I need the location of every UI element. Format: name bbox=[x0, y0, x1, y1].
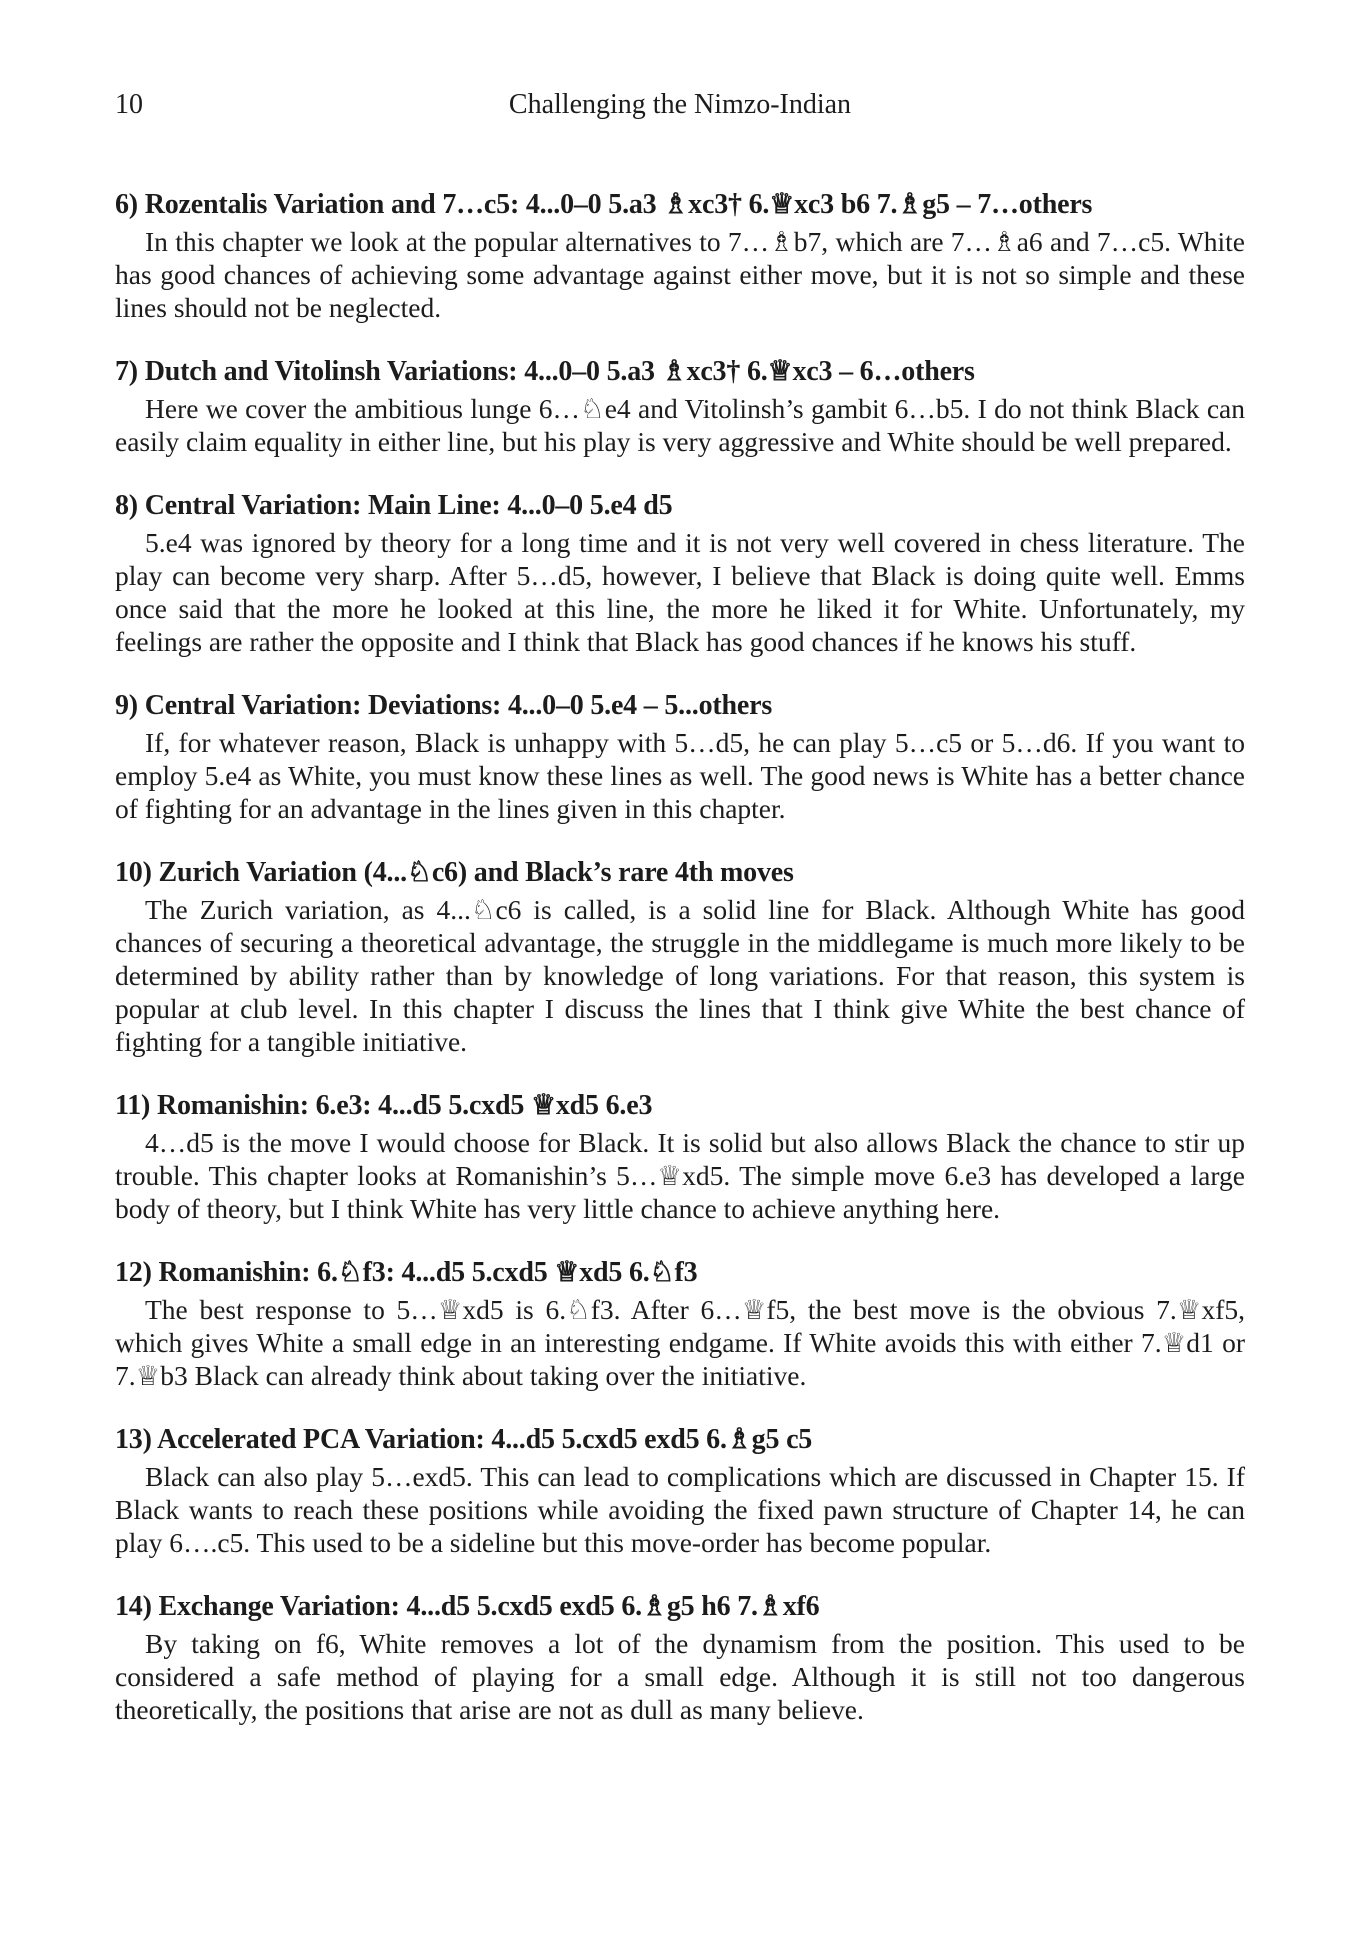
section-chapter-7 bbox=[115, 355, 1245, 458]
running-head bbox=[115, 88, 1245, 122]
section-chapter-6 bbox=[115, 188, 1245, 324]
section-body: If, for whatever reason, Black is unhappy with 5…d5, he can play 5…c5 or 5…d6. If you want to employ 5.e4 as White, you must know these lines as well. The good news is White has a better chance of fighting for an advantage in the lines given in this chapter. bbox=[115, 727, 1245, 824]
section-body: By taking on f6, White removes a lot of the dynamism from the position. This used to be considered a safe method of playing for a small edge. Although it is still not too dangerous theoretically, the positions that arise are not as dull as many believe. bbox=[115, 1628, 1245, 1725]
section-body: In this chapter we look at the popular alternatives to 7…♗b7, which are 7…♗a6 and 7…c5. White has good chances of achieving some advantage against either move, but it is not so simple and these lines should not be neglected. bbox=[115, 226, 1245, 323]
section-heading: 10) Zurich Variation (4...♘c6) and Black’s rare 4th moves bbox=[115, 857, 794, 888]
section-chapter-13 bbox=[115, 1423, 1245, 1559]
section-chapter-10 bbox=[115, 856, 1245, 1058]
section-body: The Zurich variation, as 4...♘c6 is called, is a solid line for Black. Although White has good chances of securing a theoretical advantage, the struggle in the middlegame is much more likely to be determined by ability rather than by knowledge of long variations. For that reason, this system is popular at club level. In this chapter I discuss the lines that I think give White the best chance of fighting for a tangible initiative. bbox=[115, 894, 1245, 1057]
section-heading: 8) Central Variation: Main Line: 4...0–0 5.e4 d5 bbox=[115, 490, 673, 521]
section-heading: 7) Dutch and Vitolinsh Variations: 4...0–0 5.a3 ♗xc3† 6.♕xc3 – 6…others bbox=[115, 356, 975, 387]
section-body: Black can also play 5…exd5. This can lead to complications which are discussed in Chapter 15. If Black wants to reach these positions while avoiding the fixed pawn structure of Chapter 14, he can play 6….c5. This used to be a sideline but this move-order has become popular. bbox=[115, 1461, 1245, 1558]
section-heading: 11) Romanishin: 6.e3: 4...d5 5.cxd5 ♕xd5 6.e3 bbox=[115, 1090, 653, 1121]
section-heading: 6) Rozentalis Variation and 7…c5: 4...0–0 5.a3 ♗xc3† 6.♕xc3 b6 7.♗g5 – 7…others bbox=[115, 189, 1093, 220]
section-chapter-9 bbox=[115, 689, 1245, 825]
section-body: 4…d5 is the move I would choose for Black. It is solid but also allows Black the chance to stir up trouble. This chapter looks at Romanishin’s 5…♕xd5. The simple move 6.e3 has developed a large body of theory, but I think White has very little chance to achieve anything here. bbox=[115, 1127, 1245, 1224]
section-chapter-14 bbox=[115, 1590, 1245, 1726]
section-heading: 9) Central Variation: Deviations: 4...0–0 5.e4 – 5...others bbox=[115, 690, 773, 721]
running-title: Challenging the Nimzo-Indian bbox=[508, 89, 852, 120]
section-body: 5.e4 was ignored by theory for a long time and it is not very well covered in chess literature. The play can become very sharp. After 5…d5, however, I believe that Black is doing quite well. Emms once said that the more he looked at this line, the more he liked it for White. Unfortunately, my feelings are rather the opposite and I think that Black has good chances if he knows his stuff. bbox=[115, 527, 1245, 657]
section-body: The best response to 5…♕xd5 is 6.♘f3. After 6…♕f5, the best move is the obvious 7.♕xf5, which gives White a small edge in an interesting endgame. If White avoids this with either 7.♕d1 or 7.♕b3 Black can already think about taking over the initiative. bbox=[115, 1294, 1245, 1391]
section-body: Here we cover the ambitious lunge 6…♘e4 and Vitolinsh’s gambit 6…b5. I do not think Black can easily claim equality in either line, but his play is very aggressive and White should be well prepared. bbox=[115, 393, 1245, 457]
section-chapter-12 bbox=[115, 1256, 1245, 1392]
section-chapter-8 bbox=[115, 489, 1245, 658]
section-heading: 12) Romanishin: 6.♘f3: 4...d5 5.cxd5 ♕xd5 6.♘f3 bbox=[115, 1257, 698, 1288]
section-heading: 13) Accelerated PCA Variation: 4...d5 5.cxd5 exd5 6.♗g5 c5 bbox=[115, 1424, 813, 1455]
page-number: 10 bbox=[115, 89, 143, 120]
section-chapter-11 bbox=[115, 1089, 1245, 1225]
section-heading: 14) Exchange Variation: 4...d5 5.cxd5 exd5 6.♗g5 h6 7.♗xf6 bbox=[115, 1591, 820, 1622]
